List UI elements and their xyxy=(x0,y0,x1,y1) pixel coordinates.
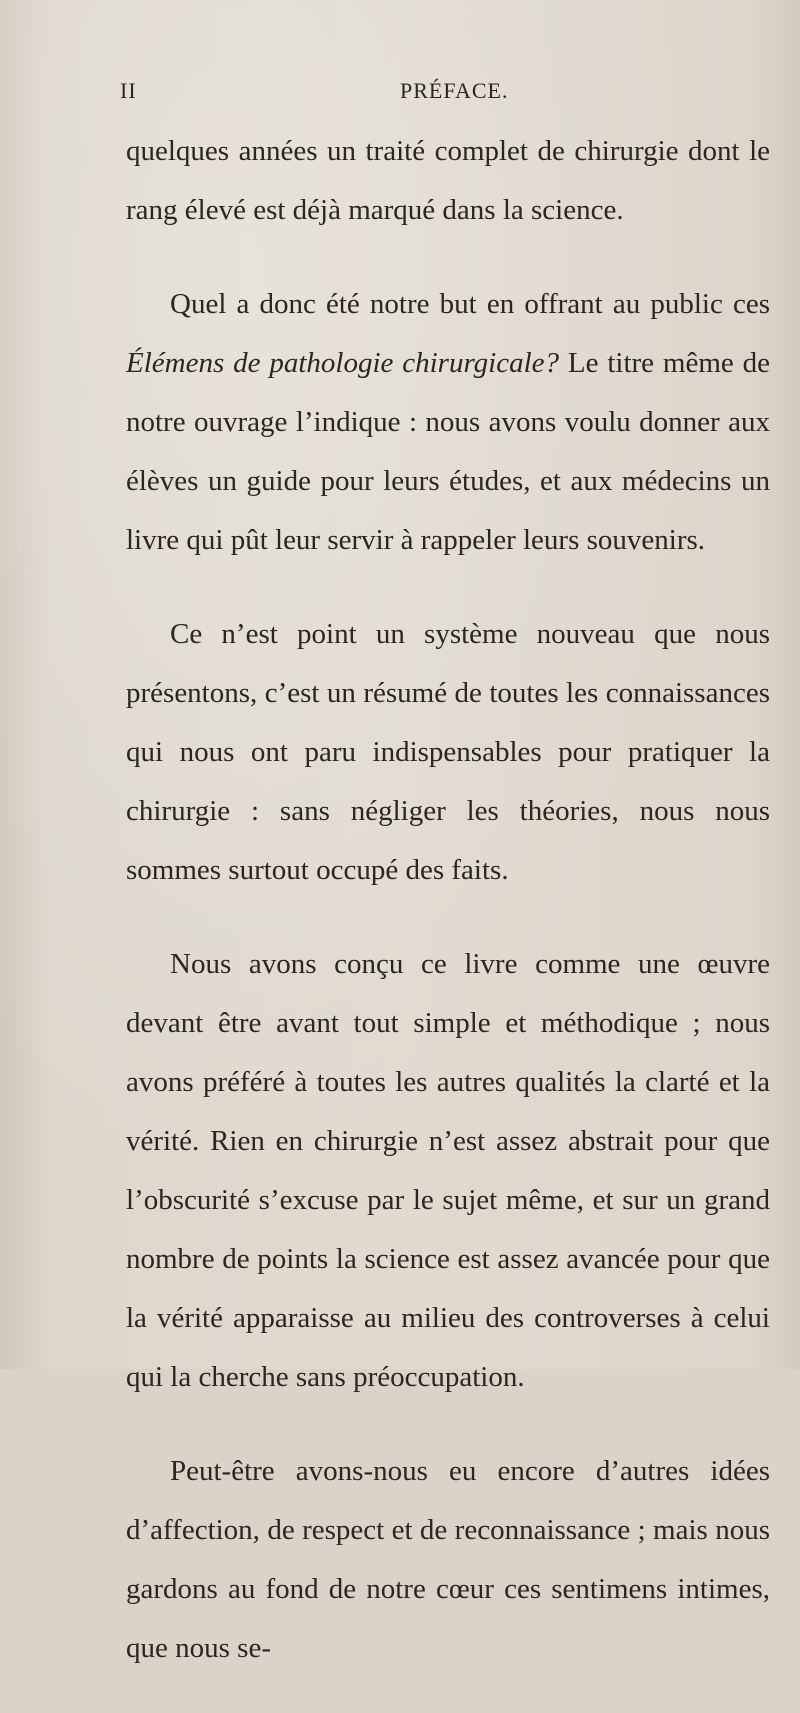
paragraph-3: Ce n’est point un système nouveau que nous présentons, c’est un résumé de toutes les connaissances qui nous ont paru indispensables pour pratiquer la chirurgie : sans négliger les théories, nous nous sommes surtout occupé des faits. xyxy=(126,618,770,886)
page-number: II xyxy=(120,78,137,103)
paragraph-1: quelques années un traité complet de chirurgie dont le rang élevé est déjà marqué dans la science. xyxy=(126,135,770,226)
paragraph-2-lead: Quel a donc été notre but en offrant au public ces xyxy=(170,288,770,320)
paragraph-2-rest: Le titre même de notre ouvrage l’indique : nous avons voulu donner aux élèves un guide pour leurs études, et aux médecins un livre qui pût leur servir à rappeler leurs souvenirs. xyxy=(126,347,770,556)
body-text xyxy=(126,122,770,1713)
book-title-italic: Élémens de pathologie chirurgicale? xyxy=(126,347,560,379)
running-head xyxy=(120,78,770,110)
paragraph-4: Nous avons conçu ce livre comme une œuvre devant être avant tout simple et méthodique ; nous avons préféré à toutes les autres qualités la clarté et la vérité. Rien en chirurgie n’est assez abstrait pour que l’obscurité s’excuse par le sujet même, et sur un grand nombre de points la science est assez avancée pour que la vérité apparaisse au milieu des controverses à celui qui la cherche sans préoccupation. xyxy=(126,948,770,1393)
paragraph-2 xyxy=(126,275,770,570)
paragraph-5: Peut-être avons-nous eu encore d’autres idées d’affection, de respect et de reconnaissance ; mais nous gardons au fond de notre cœur ces sentimens intimes, que nous se- xyxy=(126,1455,770,1664)
running-title: PRÉFACE. xyxy=(400,78,509,103)
